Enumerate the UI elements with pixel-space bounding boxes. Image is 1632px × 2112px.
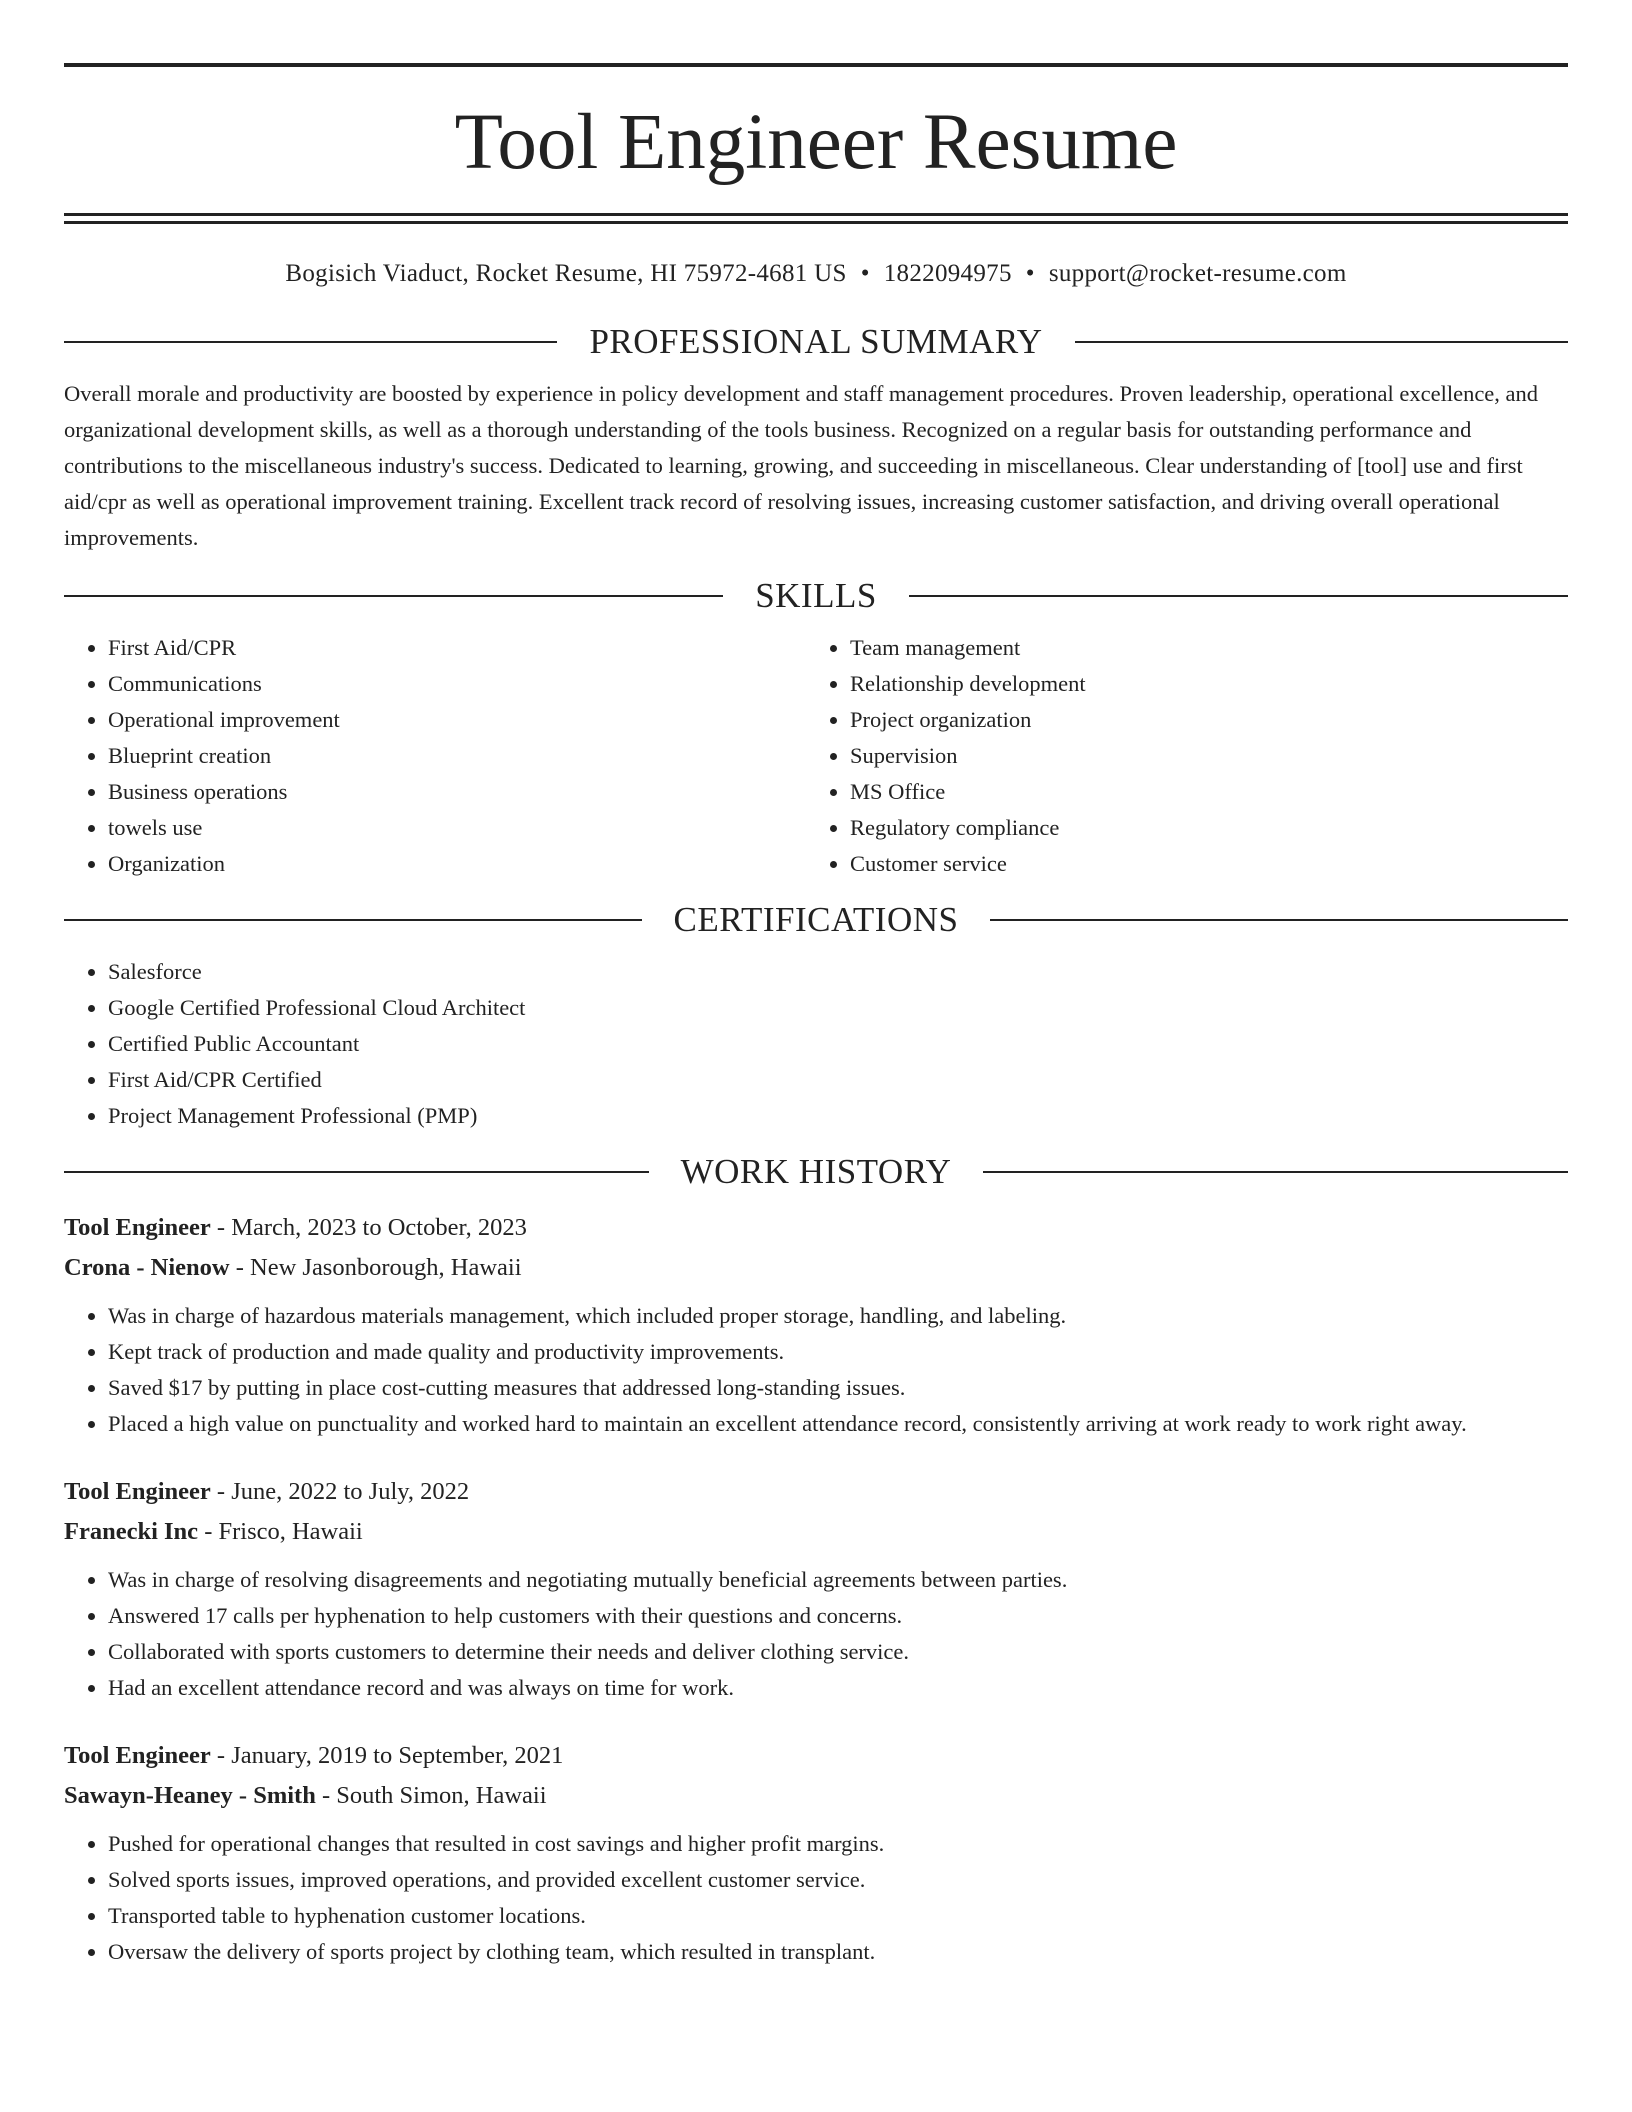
job-title-line [64,1736,1568,1776]
title-double-rule [64,213,1568,224]
section-heading-certifications [64,898,1568,942]
heading-rule-left [64,341,557,343]
skill-item: • MS Office [850,774,1548,810]
section-title: WORK HISTORY [680,1152,952,1191]
skill-item: • Communications [108,666,806,702]
certification-item: • Project Management Professional (PMP) [108,1098,1568,1134]
section-title: SKILLS [755,576,877,615]
skill-item: • Customer service [850,846,1548,882]
contact-line [64,258,1568,290]
heading-rule-left [64,919,642,921]
job-title: Tool Engineer [64,1742,211,1769]
skill-item: • Business operations [108,774,806,810]
heading-rule-right [909,595,1568,597]
job-location: - New Jasonborough, Hawaii [229,1254,522,1281]
certifications-list [64,954,1568,1134]
job-bullet: • Placed a high value on punctuality and worked hard to maintain an excellent attendance record, consistently arriving at work ready to work right away. [108,1406,1568,1442]
job-location: - Frisco, Hawaii [198,1518,363,1545]
job-bullet: • Was in charge of resolving disagreements and negotiating mutually beneficial agreements between parties. [108,1562,1568,1598]
job-dates: - March, 2023 to October, 2023 [210,1214,527,1241]
job-company: Sawayn-Heaney - Smith [64,1782,316,1809]
skill-item: • Team management [850,630,1548,666]
job-bullet: • Saved $17 by putting in place cost-cutting measures that addressed long-standing issues. [108,1370,1568,1406]
heading-rule-right [983,1171,1568,1173]
job-location: - South Simon, Hawaii [315,1782,547,1809]
heading-rule-left [64,595,723,597]
certification-item: • Salesforce [108,954,1568,990]
contact-phone: 1822094975 [883,260,1012,287]
job-dates: - January, 2019 to September, 2021 [210,1742,564,1769]
contact-separator: • [860,260,870,287]
job-bullet: • Answered 17 calls per hyphenation to help customers with their questions and concerns. [108,1598,1568,1634]
heading-rule-right [990,919,1568,921]
job-entry [64,1736,1568,1970]
job-company: Crona - Nienow [64,1254,230,1281]
heading-rule-right [1075,341,1568,343]
skill-item: • Relationship development [850,666,1548,702]
skill-item: • Operational improvement [108,702,806,738]
section-title: CERTIFICATIONS [673,900,959,939]
skill-item: • Blueprint creation [108,738,806,774]
certification-item: • Google Certified Professional Cloud Architect [108,990,1568,1026]
contact-separator: • [1025,260,1035,287]
section-title: PROFESSIONAL SUMMARY [589,322,1043,361]
job-dates: - June, 2022 to July, 2022 [210,1478,470,1505]
job-company: Franecki Inc [64,1518,199,1545]
page-title: Tool Engineer Resume [454,99,1178,186]
skills-column-left [64,630,806,882]
job-title-line [64,1472,1568,1512]
job-company-line [64,1512,1568,1552]
skills-column-right [806,630,1548,882]
job-title: Tool Engineer [64,1478,211,1505]
job-company-line [64,1776,1568,1816]
job-bullet: • Kept track of production and made quality and productivity improvements. [108,1334,1568,1370]
job-bullet: • Transported table to hyphenation customer locations. [108,1898,1568,1934]
top-rule [64,63,1568,67]
job-bullet: • Had an excellent attendance record and was always on time for work. [108,1670,1568,1706]
job-bullet: • Pushed for operational changes that resulted in cost savings and higher profit margins. [108,1826,1568,1862]
section-heading-work-history [64,1150,1568,1194]
skill-item: • Project organization [850,702,1548,738]
heading-rule-left [64,1171,649,1173]
skill-item: • First Aid/CPR [108,630,806,666]
job-bullet: • Collaborated with sports customers to determine their needs and deliver clothing service. [108,1634,1568,1670]
skills-list [64,630,1568,882]
job-entry [64,1472,1568,1706]
job-title: Tool Engineer [64,1214,211,1241]
resume-page [64,0,1568,1970]
section-heading-skills [64,574,1568,618]
skill-item: • Supervision [850,738,1548,774]
certification-item: • Certified Public Accountant [108,1026,1568,1062]
job-title-line [64,1208,1568,1248]
skill-item: • Organization [108,846,806,882]
skill-item: • towels use [108,810,806,846]
job-company-line [64,1248,1568,1288]
job-bullet: • Was in charge of hazardous materials management, which included proper storage, handling, and labeling. [108,1298,1568,1334]
contact-address: Bogisich Viaduct, Rocket Resume, HI 75972-4681 US [285,260,847,287]
job-bullet: • Solved sports issues, improved operations, and provided excellent customer service. [108,1862,1568,1898]
skill-item: • Regulatory compliance [850,810,1548,846]
summary-text: Overall morale and productivity are boosted by experience in policy development and staff management procedures. Proven leadership, operational excellence, and organizational development skills, as well as a thorough understanding of the tools business. Recognized on a regular basis for outstanding performance and contributions to the miscellaneous industry's success. Dedicated to learning, growing, and succeeding in miscellaneous. Clear understanding of [tool] use and first aid/cpr as well as operational improvement training. Excellent track record of resolving issues, increasing customer satisfaction, and driving overall operational improvements. [64,381,1539,550]
contact-email: support@rocket-resume.com [1048,260,1347,287]
job-entry [64,1208,1568,1442]
job-bullet: • Oversaw the delivery of sports project by clothing team, which resulted in transplant. [108,1934,1568,1970]
section-heading-summary [64,320,1568,364]
certification-item: • First Aid/CPR Certified [108,1062,1568,1098]
